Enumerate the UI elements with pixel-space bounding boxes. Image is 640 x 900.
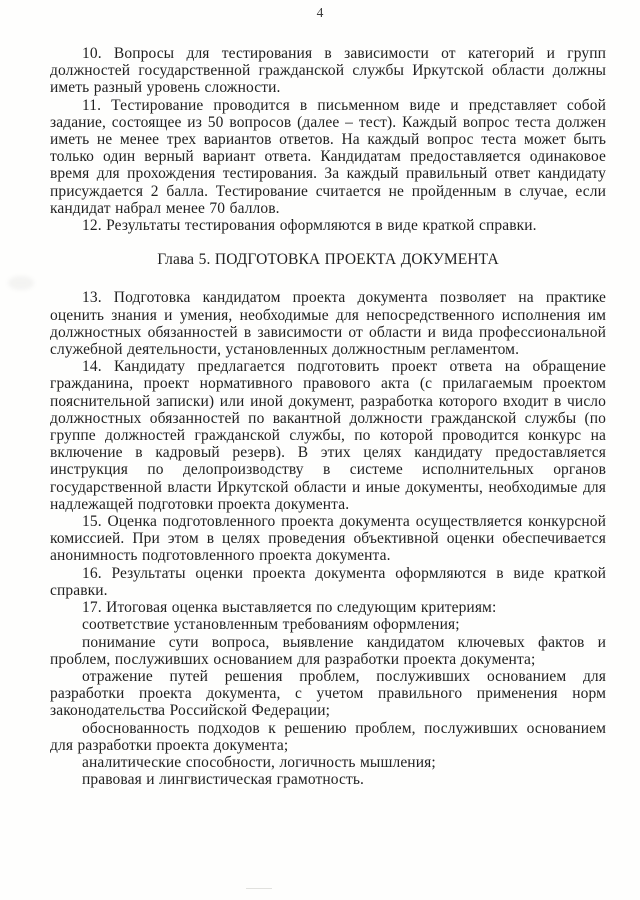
chapter-5-heading: Глава 5. ПОДГОТОВКА ПРОЕКТА ДОКУМЕНТА <box>157 251 499 269</box>
criteria-item-understanding: понимание сути вопроса, выявление кандидатом ключевых фактов и проблем, послуживших основанием для разработки проекта документа; <box>50 633 606 668</box>
paragraph-item-11: 11. Тестирование проводится в письменном виде и представляет собой задание, состоящее из 50 вопросов (далее – тест). Каждый вопрос теста должен иметь не менее трех вариантов ответов. На каждый вопрос теста может быть только один верный вариант ответа. Кандидатам предоставляется одинаковое время для прохождения тестирования. За каждый правильный ответ кандидату присуждается 2 балла. Тестирование считается не пройденным в случае, если кандидат набрал менее 70 баллов. <box>50 96 606 217</box>
criteria-item-analytical: аналитические способности, логичность мышления; <box>82 753 436 771</box>
criteria-item-justification: обоснованность подходов к решению проблем, послуживших основанием для разработки проекта документа; <box>50 719 606 754</box>
paragraph-item-15: 15. Оценка подготовленного проекта документа осуществляется конкурсной комиссией. При этом в целях проведения объективной оценки обеспечивается анонимность подготовленного проекта документа. <box>50 513 606 565</box>
paragraph-item-13: 13. Подготовка кандидатом проекта документа позволяет на практике оценить знания и умения, необходимые для непосредственного исполнения им должностных обязанностей в зависимости от области и вида профессиональной служебной деятельности, установленных должностным регламентом. <box>50 289 606 359</box>
paragraph-item-17: 17. Итоговая оценка выставляется по следующим критериям: <box>82 599 497 617</box>
page-number: 4 <box>316 5 324 20</box>
paragraph-item-16: 16. Результаты оценки проекта документа оформляются в виде краткой справки. <box>50 564 606 599</box>
paragraph-item-10: 10. Вопросы для тестирования в зависимости от категорий и групп должностей государственной гражданской службы Иркутской области должны иметь разный уровень сложности. <box>50 45 606 97</box>
document-body <box>50 45 606 788</box>
scan-smudge-artifact <box>8 276 34 290</box>
paragraph-item-14: 14. Кандидату предлагается подготовить проект ответа на обращение гражданина, проект нормативного правового акта (с прилагаемым проектом пояснительной записки) или иной документ, разработка которого входит в число должностных обязанностей по вакантной должности гражданской службы (по группе должностей гражданской службы, по которой проводится конкурс на включение в кадровый резерв). В этих целях кандидату предоставляется инструкция по делопроизводству в системе исполнительных органов государственной власти Иркутской области и иные документы, необходимые для надлежащей подготовки проекта документа. <box>50 358 606 513</box>
criteria-item-formatting: соответствие установленным требованиям оформления; <box>82 616 460 634</box>
criteria-item-literacy: правовая и лингвистическая грамотность. <box>82 771 364 789</box>
paragraph-item-12: 12. Результаты тестирования оформляются в виде краткой справки. <box>82 217 537 235</box>
criteria-item-solutions: отражение путей решения проблем, послуживших основанием для разработки проекта документа, с учетом правильного применения норм законодательства Российской Федерации; <box>50 667 606 720</box>
scan-line-artifact <box>246 888 272 889</box>
